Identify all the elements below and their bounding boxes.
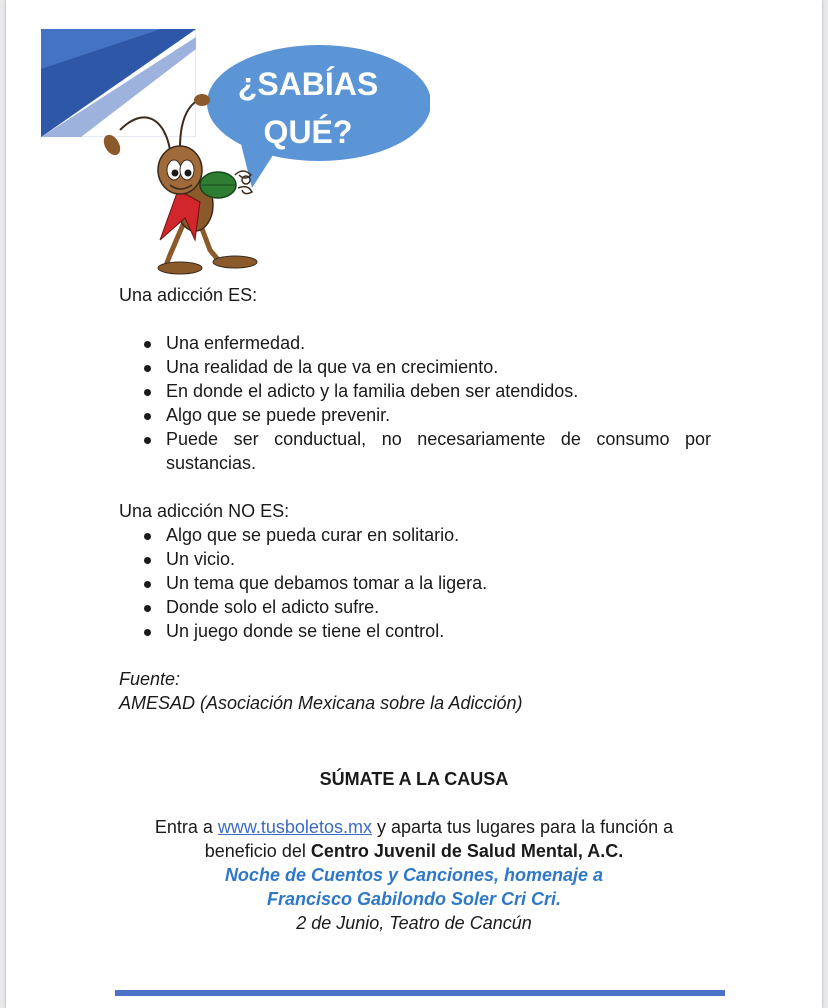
cta-block [6, 767, 822, 935]
list-item: En donde el adicto y la familia deben ser atendidos. [166, 379, 711, 403]
section-es-heading: Una adicción ES: [119, 285, 258, 305]
list-item: Un tema que debamos tomar a la ligera. [166, 571, 711, 595]
list-item: Donde solo el adicto sufre. [166, 595, 711, 619]
section-es-list [119, 331, 711, 475]
cta-line-2 [6, 839, 822, 863]
org-name: Centro Juvenil de Salud Mental, A.C. [310, 841, 624, 861]
list-item: Una enfermedad. [166, 331, 711, 355]
cta-title: SÚMATE A LA CAUSA [319, 769, 509, 789]
event-line-2: Francisco Gabilondo Soler Cri Cri. [266, 889, 562, 909]
cta-line2-prefix: beneficio del [204, 841, 311, 861]
source-text: AMESAD (Asociación Mexicana sobre la Adicción) [119, 693, 523, 713]
list-item: Algo que se puede prevenir. [166, 403, 711, 427]
source-label: Fuente: [119, 669, 181, 689]
section-no-es-list [119, 523, 711, 643]
list-item: Un vicio. [166, 547, 711, 571]
list-item: Algo que se pueda curar en solitario. [166, 523, 711, 547]
tusboletos-link[interactable]: www.tusboletos.mx [217, 817, 372, 837]
bottom-rule [115, 990, 725, 996]
event-date-place: 2 de Junio, Teatro de Cancún [296, 913, 532, 933]
bubble-line-1: ¿SABÍAS [237, 66, 379, 102]
cta-line1-prefix: Entra a [154, 817, 218, 837]
list-item: Un juego donde se tiene el control. [166, 619, 711, 643]
bubble-line-2: QUÉ? [263, 114, 353, 150]
cta-line1-suffix: y aparta tus lugares para la función a [371, 817, 674, 837]
event-line-1: Noche de Cuentos y Canciones, homenaje a [224, 865, 604, 885]
section-no-es-heading: Una adicción NO ES: [119, 501, 290, 521]
list-item: Una realidad de la que va en crecimiento. [166, 355, 711, 379]
main-content [119, 283, 711, 715]
cta-line-1 [6, 815, 822, 839]
cricket-illustration [100, 90, 280, 275]
list-item: Puede ser conductual, no necesariamente de consumo por sustancias. [166, 429, 711, 473]
